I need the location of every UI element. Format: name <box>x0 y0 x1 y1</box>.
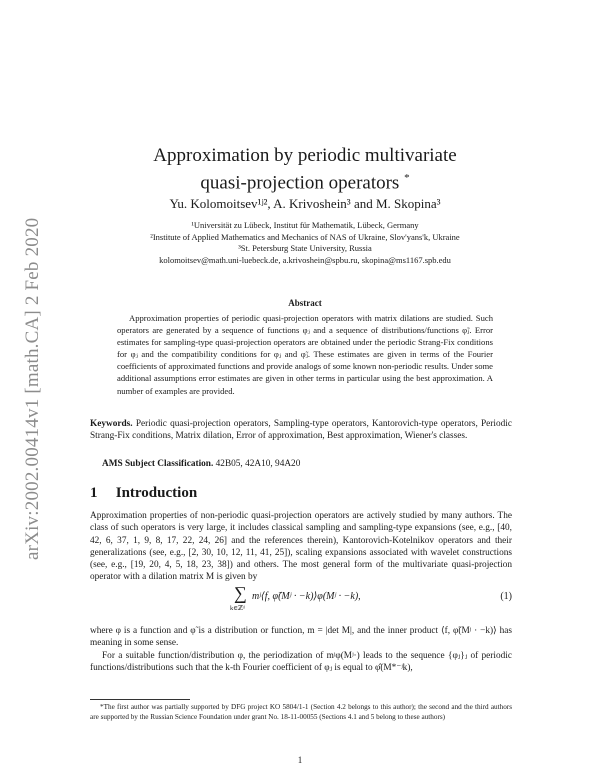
footnotes <box>90 703 512 722</box>
ams-codes: 42B05, 42A10, 94A20 <box>215 459 301 469</box>
post-equation-text <box>90 625 512 674</box>
ams-label: AMS Subject Classification. <box>102 459 214 469</box>
sum-symbol: ∑ <box>234 583 247 603</box>
title-footnote-mark: * <box>404 172 410 184</box>
author-list: Yu. Kolomoitsev¹ʲ², A. Krivoshein³ and M. Skopina³ <box>169 196 441 211</box>
affiliation-2: ²Institute of Applied Mathematics and Mechanics of NAS of Ukraine, Slov'yans'k, Ukraine <box>150 231 460 242</box>
funding-footnote: *The first author was partially supported by DFG project KO 5804/1-1 (Section 4.2 belongs to this author); the second and the third authors are supported by the Russian Science Foundation under grant No. 18-11-00055 (Sections 4.1 and 5 belong to these authors) <box>90 703 512 721</box>
title-line-1: Approximation by periodic multivariate <box>153 145 457 166</box>
page-number: 1 <box>297 755 303 765</box>
section-heading <box>90 485 197 502</box>
equation-1 <box>90 583 512 618</box>
ams-classification <box>102 458 502 470</box>
author-emails: kolomoitsev@math.uni-luebeck.de, a.krivoshein@spbu.ru, skopina@ms1167.spb.edu <box>159 254 451 265</box>
paper-title <box>90 144 520 194</box>
affiliation-3: ³St. Petersburg State University, Russia <box>238 243 372 253</box>
equation-expression: mʲ⟨f, φ̃(Mʲ · −k)⟩φ(Mʲ · −k), <box>252 591 361 602</box>
arxiv-identifier-stamp <box>20 180 46 560</box>
abstract <box>117 312 493 397</box>
intro-paragraph: Approximation properties of non-periodic quasi-projection operators are actively studied by many authors. The class of such operators is very large, it includes classical sampling and sampling-type expansions (see, e.g., [40, 42, 6, 37, 1, 9, 8, 17, 22, 24, 26] and the references therein), Kantorovich-Kotelnikov operators and their generalizations (see, e.g., [2, 30, 10, 12, 11, 41, 25]), scaling expansions associated with wavelet constructions (see, e.g., [19, 20, 4, 5, 18, 23, 38]) and others. The most general form of the multivariate quasi-projection operator with a dilation matrix M is given by <box>90 511 512 583</box>
affiliations <box>90 220 520 266</box>
sum-index: k∈ℤᵈ <box>230 605 245 612</box>
title-line-2: quasi-projection operators <box>200 172 400 194</box>
equation-number: (1) <box>500 591 512 602</box>
periodization-paragraph: For a suitable function/distribution φ, the periodization of mʲφ(Mʲ·) leads to the sequence {φⱼ}ⱼ of periodic functions/distributions such that the k-th Fourier coefficient of φⱼ is equal to φ̂(M*⁻ʲk), <box>90 650 512 673</box>
section-number: 1 <box>90 485 98 501</box>
arxiv-identifier: arXiv:2002.00414v1 [math.CA] 2 Feb 2020 <box>22 217 43 560</box>
affiliation-1: ¹Universität zu Lübeck, Institut für Mathematik, Lübeck, Germany <box>191 220 419 230</box>
abstract-heading: Abstract <box>288 298 322 308</box>
keywords-label: Keywords. <box>90 419 133 429</box>
keywords-text: Periodic quasi-projection operators, Sampling-type operators, Kantorovich-type operators, Periodic Strang-Fix conditions, Matrix dilation, Error of approximation, Best approximation, Wiener's classes. <box>90 419 512 442</box>
footnote-rule <box>90 699 190 700</box>
equation-explanation: where φ is a function and φ̃ is a distribution or function, m = |det M|, and the inner product ⟨f, φ̃(Mʲ · −k)⟩ has meaning in some sense. <box>90 626 512 649</box>
section-title: Introduction <box>115 485 198 501</box>
intro-text <box>90 510 512 584</box>
keywords <box>90 418 512 442</box>
abstract-text: Approximation properties of periodic quasi-projection operators with matrix dilations are studied. Such operators are generated by a sequence of functions φⱼ and a sequence of distributions/functions φ̃ⱼ. Error estimates for sampling-type quasi-projection operators are obtained under the periodic Strang-Fix conditions for φⱼ and the compatibility conditions for φⱼ and φ̃ⱼ. These estimates are given in terms of the Fourier coefficients of approximated functions and provide analogs of some known non-periodic results. Under some additional assumptions error estimates are given in other terms in particular using the best approximation. A number of examples are provided. <box>117 313 493 396</box>
